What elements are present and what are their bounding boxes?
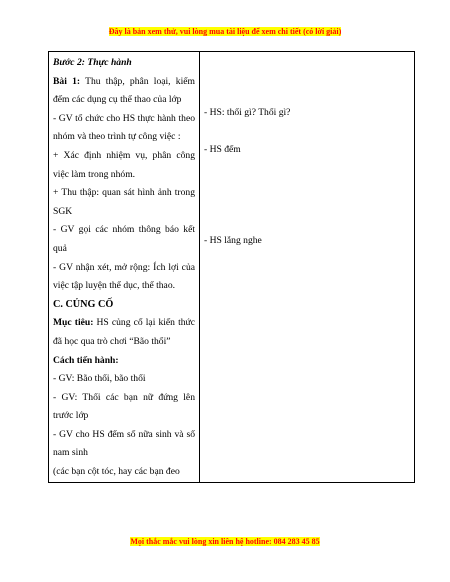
how-label: Cách tiến hành: [53, 354, 119, 366]
gv-bullet-3: - GV cho HS đếm số nữa sinh và số nam sinh [53, 428, 195, 459]
student-activity-cell [200, 52, 415, 483]
goal-label: Mục tiêu: [53, 317, 94, 329]
table-row [49, 52, 415, 483]
hotline-banner [0, 537, 450, 547]
gv-organize-text: - GV tổ chức cho HS thực hành theo nhóm và theo trình tự công việc : [53, 112, 195, 143]
hotline-text: Mọi thắc mắc vui lòng xin liên hệ hotline: 084 283 45 85 [130, 537, 320, 546]
task1-text: + Xác định nhiệm vụ, phân công việc làm trong nhóm. [53, 149, 195, 180]
gv-comment-text: - GV nhận xét, mở rộng: Ích lợi của việc tập luyện thể dục, thể thao. [53, 261, 195, 292]
lesson1-paragraph [53, 73, 195, 110]
lesson1-label: Bài 1: [53, 75, 81, 87]
gv-bullet-4: (các bạn cột tóc, hay các bạn đeo [53, 466, 180, 478]
gv-bullet-1: - GV: Bão thổi, bão thổi [53, 373, 146, 385]
hs-response-2: - HS đếm [204, 143, 241, 155]
hs-response-1: - HS: thổi gì? Thổi gì? [204, 107, 291, 118]
lesson1-text: Thu thập, phân loại, kiểm đếm các dụng cụ thể thao của lớp [53, 75, 195, 106]
hs-response-3: - HS lắng nghe [204, 235, 262, 247]
preview-notice-text: Đây là bản xem thử, vui lòng mua tài liệu để xem chi tiết (có lời giải) [108, 27, 342, 36]
goal-text: HS củng cố lại kiến thức đã học qua trò chơi “Bão thổi” [53, 317, 195, 347]
teacher-activity-cell [49, 52, 200, 483]
preview-notice-banner [0, 27, 450, 37]
gv-bullet-2: - GV: Thổi các bạn nữ đứng lên trước lớp [53, 391, 195, 422]
section-c-heading: C. CỦNG CỐ [53, 298, 114, 310]
lesson-table [48, 51, 415, 483]
goal-paragraph [53, 314, 195, 351]
gv-call-text: - GV gọi các nhóm thông báo kết quả [53, 224, 195, 254]
step-title: Bước 2: Thực hành [53, 57, 132, 68]
task2-text: + Thu thập: quan sát hình ảnh trong SGK [53, 187, 195, 217]
